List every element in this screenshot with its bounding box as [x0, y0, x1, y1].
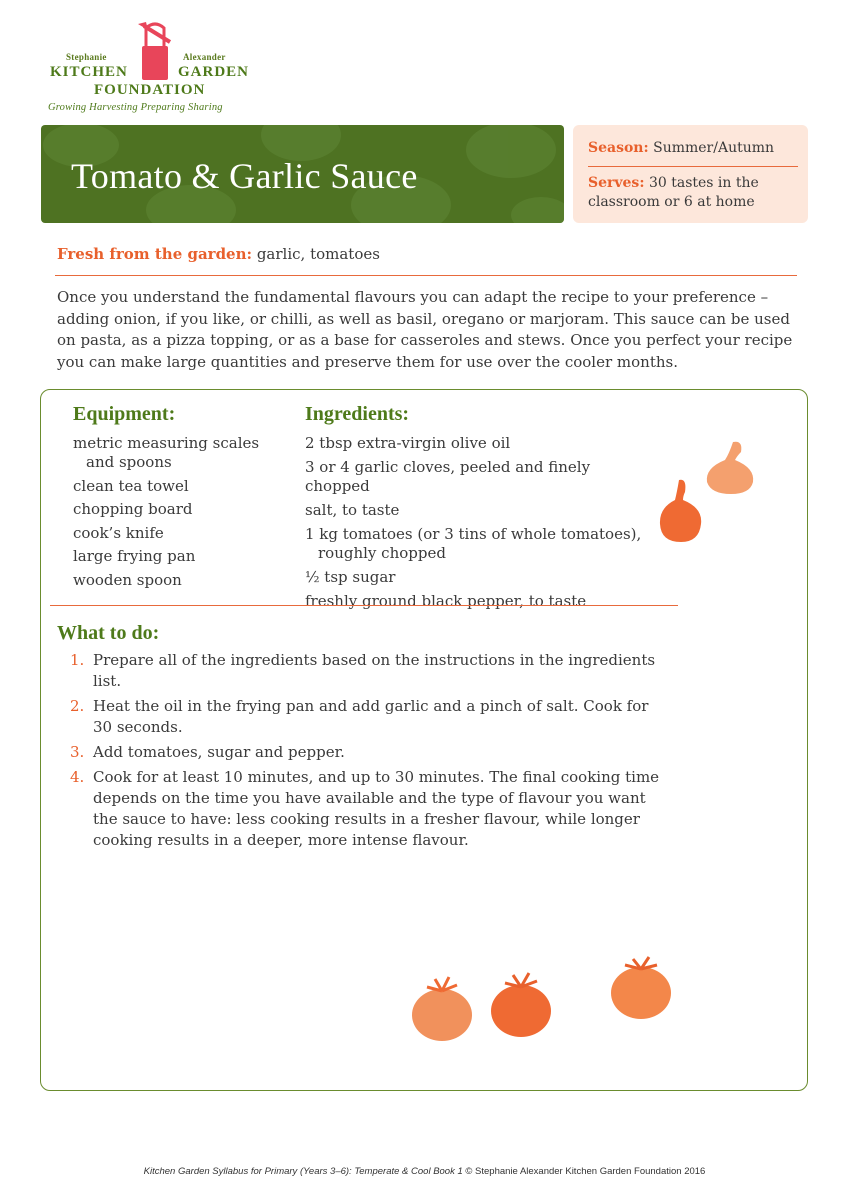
logo-word-garden: GARDEN	[178, 64, 250, 80]
method-steps	[70, 650, 660, 855]
list-item: 3 or 4 garlic cloves, peeled and finely chopped	[305, 458, 591, 495]
list-item: salt, to taste	[305, 501, 400, 519]
logo-last-name: Alexander	[183, 52, 226, 62]
method-heading: What to do:	[57, 622, 160, 644]
season-label: Season:	[588, 140, 649, 156]
fresh-from-garden	[57, 245, 380, 263]
page-footer	[0, 1166, 849, 1177]
season-divider	[588, 166, 798, 167]
title-banner	[41, 125, 564, 223]
list-item: 3. Add tomatoes, sugar and pepper.	[70, 743, 345, 761]
logo-word-foundation: FOUNDATION	[94, 82, 206, 98]
list-item: 1. Prepare all of the ingredients based on the instructions in the ingredients list.	[70, 651, 656, 690]
fresh-divider	[55, 275, 797, 276]
intro-paragraph: Once you understand the fundamental flavours you can adapt the recipe to your preference – adding onion, if you like, or chilli, as well as basil, oregano or marjoram. This sauce can be used on pasta, as a pizza topping, or as a base for casseroles and stews. Once you perfect your recipe you can make large quantities and preserve them for use over the cooler months.	[57, 288, 793, 371]
list-item: chopping board	[73, 500, 193, 518]
list-item: freshly ground black pepper, to taste	[305, 592, 587, 610]
list-item: 2 tbsp extra-virgin olive oil	[305, 434, 511, 452]
logo-tagline: Growing Harvesting Preparing Sharing	[48, 102, 223, 113]
garlic-icon	[655, 438, 765, 548]
list-item: large frying pan	[73, 547, 196, 565]
serves-row	[588, 174, 793, 212]
foundation-logo	[40, 22, 270, 122]
equipment-heading: Equipment:	[73, 403, 176, 425]
season-box	[573, 125, 808, 223]
list-item: clean tea towel	[73, 476, 189, 495]
page-title: Tomato & Garlic Sauce	[71, 156, 418, 196]
season-value: Summer/Autumn	[653, 140, 775, 156]
fresh-value: garlic, tomatoes	[256, 245, 380, 263]
logo-word-kitchen: KITCHEN	[50, 64, 128, 80]
list-item: 2. Heat the oil in the frying pan and add garlic and a pinch of salt. Cook for 30 seconds.	[70, 697, 649, 736]
ingredients-list	[305, 434, 650, 616]
list-item: 1 kg tomatoes (or 3 tins of whole tomatoes), roughly chopped	[305, 525, 642, 562]
tomato-icon	[405, 955, 680, 1050]
footer-book-title: Kitchen Garden Syllabus for Primary (Years 3–6): Temperate & Cool Book 1	[143, 1166, 463, 1177]
serves-value: 30 tastes in the classroom or 6 at home	[588, 175, 759, 210]
ingredients-heading: Ingredients:	[305, 403, 410, 425]
fresh-label: Fresh from the garden:	[57, 245, 253, 263]
list-item: cook’s knife	[73, 523, 164, 542]
footer-copyright: © Stephanie Alexander Kitchen Garden Foundation 2016	[462, 1166, 706, 1177]
serves-label: Serves:	[588, 175, 645, 191]
list-item: metric measuring scales and spoons	[73, 434, 260, 471]
equipment-list	[73, 434, 283, 594]
season-row	[588, 140, 774, 156]
list-item: 4. Cook for at least 10 minutes, and up to 30 minutes. The final cooking time depends on the time you have available and the type of flavour you want the sauce to have: less cooking results in a fresher flavour, while longer cooking results in a deeper, more intense flavour.	[70, 768, 660, 849]
section-divider	[50, 605, 678, 606]
logo-first-name: Stephanie	[66, 52, 107, 62]
list-item: wooden spoon	[73, 570, 182, 589]
list-item: ½ tsp sugar	[305, 568, 396, 586]
